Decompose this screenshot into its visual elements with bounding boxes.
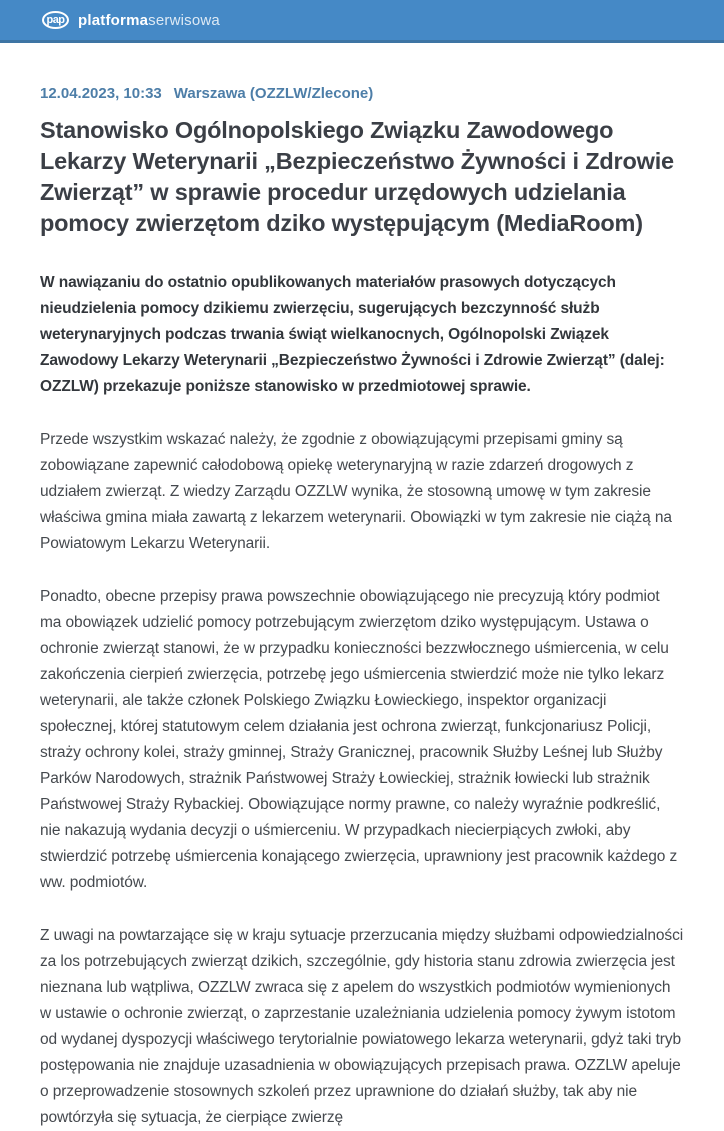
article-paragraph: Ponadto, obecne przepisy prawa powszechnie obowiązującego nie precyzują który podmiot ma obowiązek udzielić pomocy potrzebującym zwierzętom dziko występującym. Ustawa o ochronie zwierząt stanowi, że w przypadku konieczności bezzwłocznego uśmiercenia, w celu zakończenia cierpień zwierzęcia, potrzebę jego uśmiercenia stwierdzić może nie tylko lekarz weterynarii, ale także członek Polskiego Związku Łowieckiego, inspektor organizacji społecznej, której statutowym celem działania jest ochrona zwierząt, funkcjonariusz Policji, straży ochrony kolei, straży gminnej, Straży Granicznej, pracownik Służby Leśnej lub Służby Parków Narodowych, strażnik Państwowej Straży Łowieckiej, strażnik łowiecki lub strażnik Państwowej Straży Rybackiej. Obowiązujące normy prawne, co należy wyraźnie podkreślić, nie nakazują wydania decyzji o uśmierceniu. W przypadkach niecierpiących zwłoki, aby stwierdzić potrzebę uśmiercenia konającego zwierzęcia, uprawniony jest pracownik każdego z ww. podmiotów. xyxy=(40,588,678,891)
pap-logo-text: pap xyxy=(46,13,65,26)
article-datetime: 12.04.2023, 10:33 xyxy=(40,85,162,102)
brand-name-light: serwisowa xyxy=(148,11,220,29)
brand-name xyxy=(78,12,220,29)
brand-name-bold: platforma xyxy=(78,11,149,29)
article-page xyxy=(0,85,724,1131)
article-body xyxy=(40,270,684,1131)
pap-logo-icon xyxy=(42,11,69,29)
article-paragraph: Z uwagi na powtarzające się w kraju sytuacje przerzucania między służbami odpowiedzialności za los potrzebujących zwierząt dzikich, szczególnie, gdy historia stanu zdrowia zwierzęcia jest nieznana lub wątpliwa, OZZLW zwraca się z apelem do wszystkich podmiotów wymienionych w ustawie o ochronie zwierząt, o zaprzestanie uzależniania udzielenia pomocy żywym istotom od wydanej dyspozycji właściwego terytorialnie powiatowego lekarza weterynarii, gdyż taki tryb postępowania nie znajduje uzasadnienia w obowiązujących przepisach prawa. OZZLW apeluje o przeprowadzenie stosownych szkoleń przez uprawnione do działań służby, tak aby nie powtórzyła się sytuacja, że cierpiące zwierzę xyxy=(40,927,684,1126)
top-header xyxy=(0,0,724,43)
article-meta xyxy=(40,85,684,102)
pap-logo[interactable] xyxy=(42,11,220,29)
article-paragraph: Przede wszystkim wskazać należy, że zgodnie z obowiązującymi przepisami gminy są zobowiązane zapewnić całodobową opiekę weterynaryjną w razie zdarzeń drogowych z udziałem zwierząt. Z wiedzy Zarządu OZZLW wynika, że stosowną umowę w tym zakresie właściwa gmina miała zawartą z lekarzem weterynarii. Obowiązki w tym zakresie nie ciążą na Powiatowym Lekarzu Weterynarii. xyxy=(40,431,672,552)
article-paragraph-lead: W nawiązaniu do ostatnio opublikowanych materiałów prasowych dotyczących nieudzielenia pomocy dzikiemu zwierzęciu, sugerujących bezczynność służb weterynaryjnych podczas trwania świąt wielkanocnych, Ogólnopolski Związek Zawodowy Lekarzy Weterynarii „Bezpieczeństwo Żywności i Zdrowie Zwierząt” (dalej: OZZLW) przekazuje poniższe stanowisko w przedmiotowej sprawie. xyxy=(40,274,665,395)
article-title: Stanowisko Ogólnopolskiego Związku Zawodowego Lekarzy Weterynarii „Bezpieczeństwo Żywności i Zdrowie Zwierząt” w sprawie procedur urzędowych udzielania pomocy zwierzętom dziko występującym (MediaRoom) xyxy=(40,117,674,236)
article-location: Warszawa (OZZLW/Zlecone) xyxy=(173,85,374,102)
